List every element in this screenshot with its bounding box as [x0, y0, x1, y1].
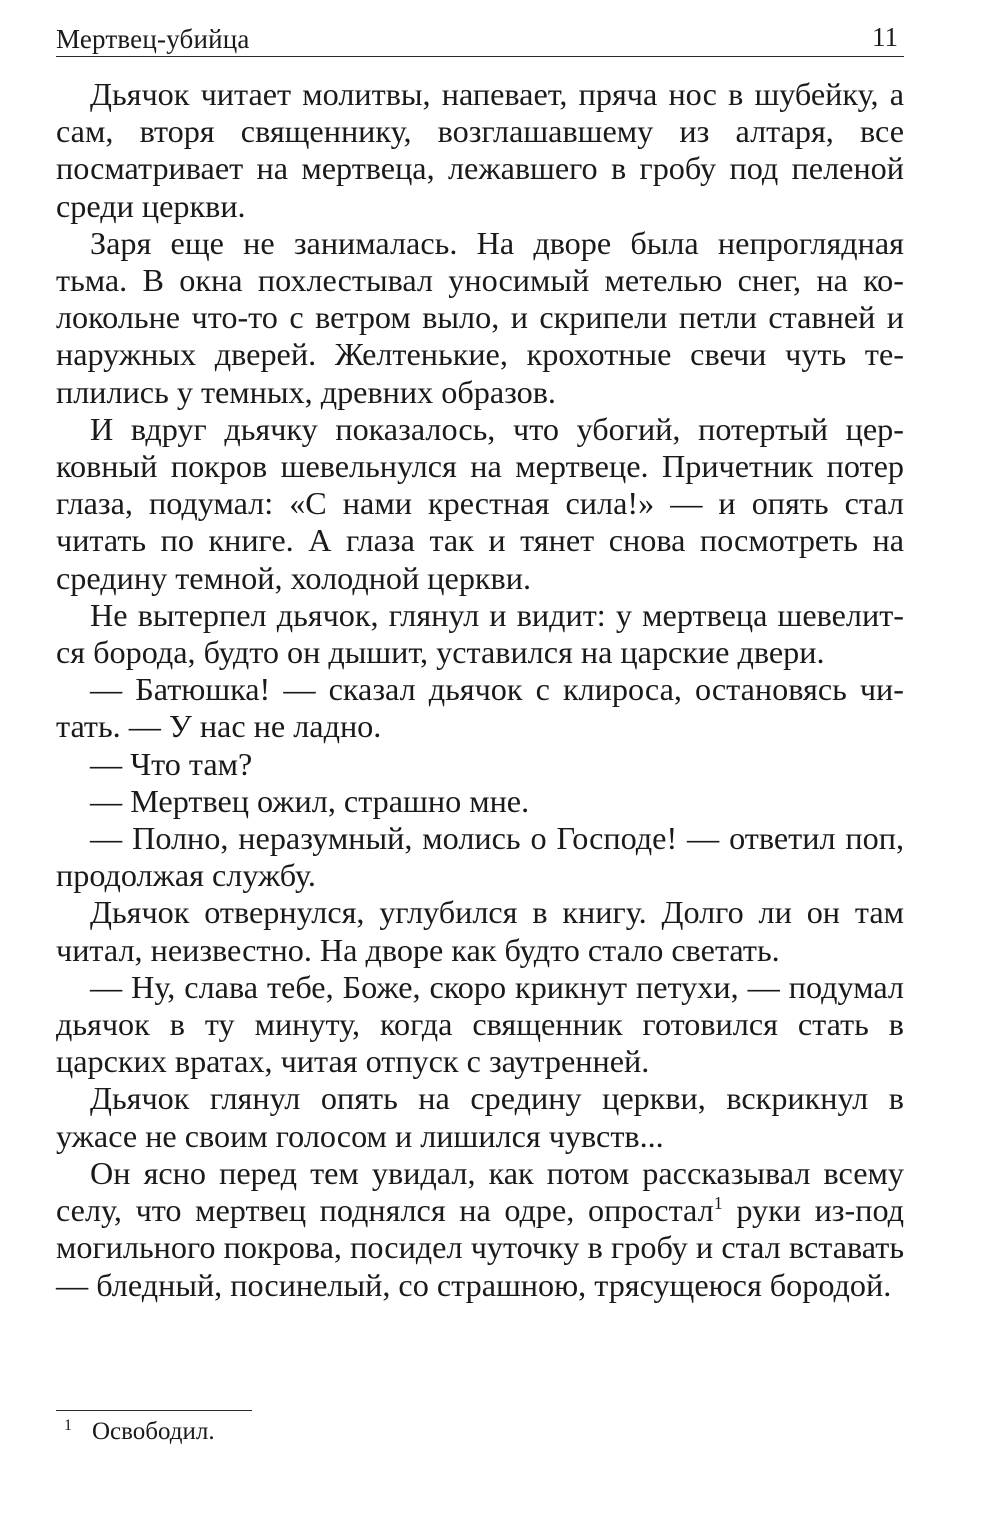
paragraph-with-footnote — [56, 1155, 904, 1304]
paragraph-dialogue: — Что там? — [90, 745, 253, 782]
paragraph-dialogue: — Батюшка! — сказал дьячок с клироса, остановясь читать. — У нас не ладно. — [56, 671, 904, 745]
paragraph: Дьячок читает молитвы, напевает, пряча нос в шубейку, а сам, вторя священнику, возглашавшему из алтаря, все посматривает на мертвеца, лежавшего в гробу под пеленой среди церкви. — [56, 76, 904, 224]
paragraph-dialogue: — Ну, слава тебе, Боже, скоро крикнут петухи, — подумал дьячок в ту минуту, когда священник готовился стать в царских вратах, читая отпуск с заутренней. — [56, 968, 904, 1080]
page-number: 11 — [872, 22, 898, 52]
footnote-reference[interactable]: 1 — [713, 1193, 723, 1214]
paragraph: Не вытерпел дьячок, глянул и видит: у мертвеца шевелится борода, будто он дышит, уставился на царские двери. — [56, 596, 904, 671]
paragraph-text: Он ясно перед тем увидал, как потом рассказывал всему селу, что мертвец поднялся на одре, опростал — [56, 1154, 904, 1229]
footnote: 1 Освободил. — [64, 1417, 215, 1445]
running-title: Мертвец-убийца — [56, 24, 250, 54]
paragraph-text: руки из-под могильного покрова, посидел чуточку в гробу и стал вставать — бледный, посинелый, со страшною, трясущеюся бородой. — [56, 1192, 904, 1303]
paragraph-dialogue: — Мертвец ожил, страшно мне. — [90, 782, 530, 819]
paragraph: Дьячок отвернулся, углубился в книгу. Долго ли он там читал, неизвестно. На дворе как будто стало светать. — [56, 894, 904, 968]
paragraph: Заря еще не занималась. На дворе была непроглядная тьма. В окна похлестывал уносимый метелью снег, на колокольне что-то с ветром выло, и скрипели петли ставней и наружных дверей. Желтенькие, крохотные свечи чуть теплились у темных, древних образов. — [56, 224, 904, 410]
paragraph-dialogue: — Полно, неразумный, молись о Господе! — ответил поп, продолжая службу. — [56, 820, 904, 894]
paragraph: Дьячок глянул опять на средину церкви, вскрикнул в ужасе не своим голосом и лишился чувств... — [56, 1080, 904, 1154]
footnote-separator — [56, 1410, 252, 1411]
paragraph: И вдруг дьячку показалось, что убогий, потертый церковный покров шевельнулся на мертвеце. Причетник потер глаза, подумал: «С нами крестная сила!» — и опять стал читать по книге. А глаза так и тянет снова посмотреть на средину темной, холодной церкви. — [56, 410, 904, 596]
body-text — [56, 76, 904, 1304]
footnote-text: Освободил. — [92, 1418, 215, 1445]
running-header — [56, 20, 904, 57]
